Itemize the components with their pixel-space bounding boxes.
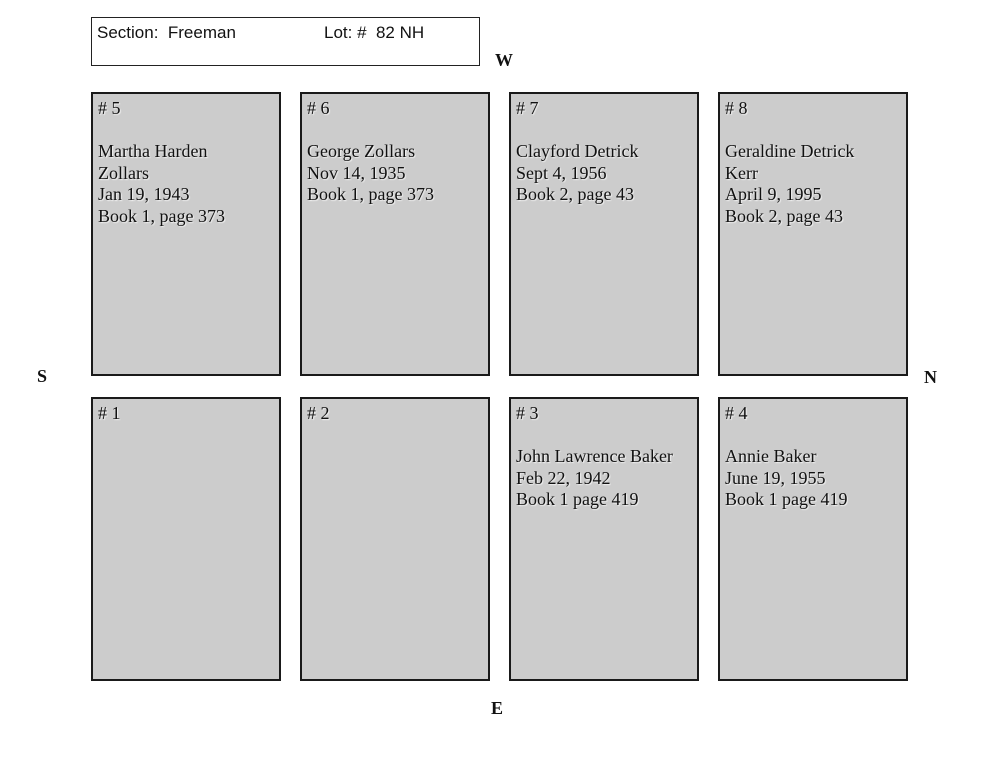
plot-8 xyxy=(718,92,908,376)
plot-7 xyxy=(509,92,699,376)
plot-8-name-line-1: Geraldine Detrick xyxy=(725,141,855,161)
plot-2 xyxy=(300,397,490,681)
plot-6-date: Nov 14, 1935 xyxy=(307,162,406,183)
plot-number: # 4 xyxy=(725,403,748,423)
plot-3-book-ref: Book 1 page 419 xyxy=(516,489,639,509)
plot-number: # 5 xyxy=(98,98,121,118)
plot-6 xyxy=(300,92,490,376)
plot-4 xyxy=(718,397,908,681)
plot-6-name: George Zollars xyxy=(307,141,416,161)
plot-3 xyxy=(509,397,699,681)
plot-3-date: Feb 22, 1942 xyxy=(516,467,611,488)
plot-4-name: Annie Baker xyxy=(725,446,817,466)
plot-7-book-ref: Book 2, page 43 xyxy=(516,184,634,204)
compass-west: W xyxy=(495,50,513,70)
plot-7-name: Clayford Detrick xyxy=(516,141,639,161)
plot-number: # 1 xyxy=(98,403,121,423)
plot-number: # 6 xyxy=(307,98,330,118)
plot-7-date: Sept 4, 1956 xyxy=(516,162,607,183)
plot-3-name: John Lawrence Baker xyxy=(516,446,673,466)
plot-number: # 7 xyxy=(516,98,539,118)
plot-8-date: April 9, 1995 xyxy=(725,184,822,204)
plot-5-date: Jan 19, 1943 xyxy=(98,184,190,204)
plot-8-book-ref: Book 2, page 43 xyxy=(725,205,843,226)
section-label: Section: Freeman xyxy=(97,23,236,42)
compass-north: N xyxy=(924,367,937,387)
plot-5-name-line-1: Martha Harden xyxy=(98,141,208,161)
plot-5 xyxy=(91,92,281,376)
plot-6-book-ref: Book 1, page 373 xyxy=(307,184,434,204)
plot-4-book-ref: Book 1 page 419 xyxy=(725,489,848,509)
plot-5-book-ref: Book 1, page 373 xyxy=(98,205,225,226)
plot-4-date: June 19, 1955 xyxy=(725,467,826,488)
plot-number: # 8 xyxy=(725,98,748,118)
plot-5-name-line-2: Zollars xyxy=(98,162,149,183)
lot-label: Lot: # 82 NH xyxy=(324,23,425,42)
plot-number: # 3 xyxy=(516,403,539,423)
compass-east: E xyxy=(491,698,504,718)
compass-south: S xyxy=(37,366,48,386)
plot-8-name-line-2: Kerr xyxy=(725,162,758,183)
plot-number: # 2 xyxy=(307,403,330,423)
section-lot-header xyxy=(91,17,480,66)
plot-1 xyxy=(91,397,281,681)
